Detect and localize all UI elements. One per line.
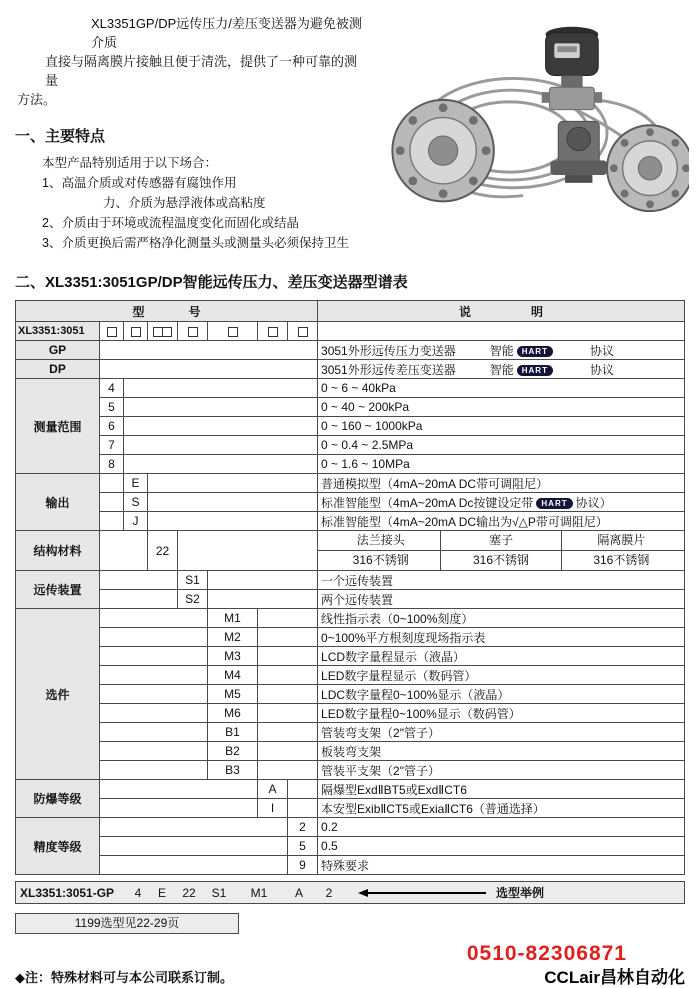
spacer-cell <box>258 647 318 666</box>
feature-item: 2、介质由于环境或流程温度变化而固化或结晶 <box>42 216 299 230</box>
accuracy-desc-cell: 0.5 <box>318 837 685 856</box>
output-code-cell: J <box>124 512 148 531</box>
material-value: 316不锈钢 <box>440 551 560 570</box>
spacer-cell <box>178 531 318 571</box>
option-code-cell: M4 <box>208 666 258 685</box>
range-desc-cell: 0 ~ 1.6 ~ 10MPa <box>318 455 685 474</box>
dp-desc-cell <box>318 360 685 379</box>
material-code-cell: 22 <box>148 531 178 571</box>
example-model: XL3351:3051-GP <box>20 885 115 900</box>
spacer-cell <box>148 512 318 531</box>
output-group-label: 输出 <box>16 474 100 531</box>
dp-smart: 智能 HART <box>490 361 556 378</box>
example-code: E <box>157 885 166 900</box>
hart-badge: HART <box>517 346 553 357</box>
spacer-cell <box>124 417 318 436</box>
example-code: M1 <box>250 885 268 900</box>
spacer-cell <box>258 723 318 742</box>
code-box <box>188 327 198 337</box>
code-box-cell <box>148 322 178 341</box>
example-label: 选型举例 <box>496 886 545 900</box>
code-box <box>228 327 238 337</box>
code-box <box>298 327 308 337</box>
spacer-cell <box>100 628 208 647</box>
output-code-cell: E <box>124 474 148 493</box>
spacer-cell <box>148 474 318 493</box>
option-code-cell: M3 <box>208 647 258 666</box>
spacer-cell <box>318 322 685 341</box>
example-code: 22 <box>182 885 196 900</box>
spacer-cell <box>100 474 124 493</box>
remote-seal-right <box>607 125 689 211</box>
option-code-cell: M6 <box>208 704 258 723</box>
code-box <box>162 327 172 337</box>
spacer-cell <box>100 685 208 704</box>
features-title: 一、主要特点 <box>15 128 106 145</box>
arrow-line <box>368 892 486 894</box>
brand-name: CCLair昌林自动化 <box>544 968 685 987</box>
base-model-cell: XL3351:3051 <box>16 322 100 341</box>
spacer-cell <box>100 531 148 571</box>
spacer-cell <box>100 609 208 628</box>
spacer-cell <box>124 398 318 417</box>
material-header: 塞子 <box>440 531 560 550</box>
spacer-cell <box>100 512 124 531</box>
spacer-cell <box>100 647 208 666</box>
footer-note: ◆注：特殊材料可与本公司联系订制。 <box>15 970 233 985</box>
code-box <box>268 327 278 337</box>
spacer-cell <box>100 493 124 512</box>
top-section <box>15 14 685 253</box>
option-desc-cell: LCD数字量程显示（液晶） <box>318 647 685 666</box>
output-desc-cell: 普通模拟型（4mA~20mA DC带可调阻尼） <box>318 474 685 493</box>
spacer-cell <box>124 455 318 474</box>
option-desc-cell: 线性指示表（0~100%刻度） <box>318 609 685 628</box>
material-value: 316不锈钢 <box>561 551 681 570</box>
product-photo-area <box>367 14 689 253</box>
feature-item: 3、介质更换后需严格净化测量头或测量头必须保持卫生 <box>42 236 349 250</box>
spacer-cell <box>258 704 318 723</box>
transmitter-body <box>550 121 607 182</box>
material-headers-cell <box>318 531 685 551</box>
option-code-cell: B3 <box>208 761 258 780</box>
accuracy-code-cell: 9 <box>288 856 318 875</box>
remote-code-cell: S2 <box>178 590 208 609</box>
spacer-cell <box>288 780 318 799</box>
spacer-cell <box>258 666 318 685</box>
range-code-cell: 6 <box>100 417 124 436</box>
range-code-cell: 8 <box>100 455 124 474</box>
material-header: 法兰接头 <box>356 533 405 547</box>
code-box-cell <box>208 322 258 341</box>
option-code-cell: M2 <box>208 628 258 647</box>
accuracy-desc-cell: 特殊要求 <box>318 856 685 875</box>
option-desc-cell: 管装弯支架（2"管子） <box>318 723 685 742</box>
intro-line: 方法。 <box>17 92 57 107</box>
accuracy-code-cell: 5 <box>288 837 318 856</box>
accuracy-group-label: 精度等级 <box>16 818 100 875</box>
features-lead: 本型产品特别适用于以下场合： <box>42 156 218 170</box>
range-desc-cell: 0 ~ 40 ~ 200kPa <box>318 398 685 417</box>
range-desc-cell: 0 ~ 0.4 ~ 2.5MPa <box>318 436 685 455</box>
example-code: S1 <box>211 885 227 900</box>
feature-item-continuation: 力、介质为悬浮液体或高粘度 <box>103 196 266 210</box>
code-box-cell <box>124 322 148 341</box>
spacer-cell <box>100 571 178 590</box>
explosion-desc-cell: 本安型ExibⅡCT5或ExiaⅡCT6（普通选择） <box>318 799 685 818</box>
option-desc-cell: 0~100%平方根刻度现场指示表 <box>318 628 685 647</box>
option-code-cell: B2 <box>208 742 258 761</box>
left-arrow-icon <box>358 889 486 897</box>
header-desc-char: 明 <box>531 304 544 319</box>
product-photo <box>367 14 689 219</box>
intro-and-features <box>15 14 367 253</box>
spacer-cell <box>100 742 208 761</box>
example-code: 2 <box>325 885 333 900</box>
option-desc-cell: 板装弯支架 <box>318 742 685 761</box>
range-code-cell: 4 <box>100 379 124 398</box>
selection-example-row <box>15 881 685 904</box>
code-box <box>131 327 141 337</box>
spacer-cell <box>208 571 318 590</box>
option-desc-cell: LED数字量程0~100%显示（数码管） <box>318 704 685 723</box>
intro-line: XL3351GP/DP远传压力/差压变送器为避免被测介质 <box>91 16 362 50</box>
material-values-cell <box>318 551 685 571</box>
spacer-cell <box>148 493 318 512</box>
gp-protocol: 协议 <box>589 343 614 358</box>
spacer-cell <box>258 742 318 761</box>
spacer-cell <box>100 837 288 856</box>
code-box-cell <box>258 322 288 341</box>
spectrum-section-title: 二、XL3351:3051GP/DP智能远传压力、差压变送器型谱表 <box>15 274 408 291</box>
material-value: 316不锈钢 <box>352 553 409 567</box>
model-spectrum-table <box>15 300 685 875</box>
spacer-cell <box>258 761 318 780</box>
spacer-cell <box>100 590 178 609</box>
spacer-cell <box>100 360 318 379</box>
spacer-cell <box>124 436 318 455</box>
explosion-code-cell: I <box>258 799 288 818</box>
material-group-label: 结构材料 <box>16 531 100 571</box>
gp-desc-text: 3051外形远传压力变送器 <box>321 343 456 358</box>
spacer-cell <box>100 799 258 818</box>
header-desc-char: 说 <box>459 304 472 319</box>
option-desc-cell: LDC数字量程0~100%显示（液晶） <box>318 685 685 704</box>
remote-desc-cell: 一个远传装置 <box>318 571 685 590</box>
range-code-cell: 7 <box>100 436 124 455</box>
spacer-cell <box>100 723 208 742</box>
gp-desc-cell <box>318 341 685 360</box>
spacer-cell <box>288 799 318 818</box>
output-desc-cell: 标准智能型（4mA~20mA Dc按键设定带 HART 协议） <box>318 493 685 512</box>
phone-number: 0510-82306871 <box>466 942 627 965</box>
spacer-cell <box>258 609 318 628</box>
gp-code-cell: GP <box>16 341 100 360</box>
range-code-cell: 5 <box>100 398 124 417</box>
explosion-code-cell: A <box>258 780 288 799</box>
page-reference-box: 1199选型见22-29页 <box>15 913 239 934</box>
spacer-cell <box>100 666 208 685</box>
hart-badge: HART <box>536 498 572 509</box>
intro-paragraph <box>15 14 367 109</box>
intro-line: 直接与隔离膜片接触且便于清洗，提供了一种可靠的测量 <box>45 54 358 88</box>
example-code: 4 <box>134 885 142 900</box>
spacer-cell <box>100 704 208 723</box>
spacer-cell <box>124 379 318 398</box>
dp-protocol: 协议 <box>589 362 614 377</box>
explosion-group-label: 防爆等级 <box>16 780 100 818</box>
accuracy-code-cell: 2 <box>288 818 318 837</box>
spacer-cell <box>258 628 318 647</box>
option-code-cell: B1 <box>208 723 258 742</box>
page-footer <box>15 942 685 988</box>
code-box-cell <box>100 322 124 341</box>
remote-desc-cell: 两个远传装置 <box>318 590 685 609</box>
option-desc-cell: 管装平支架（2"管子） <box>318 761 685 780</box>
dp-code-cell: DP <box>16 360 100 379</box>
header-model-char: 型 <box>132 304 145 319</box>
spacer-cell <box>100 818 288 837</box>
option-code-cell: M5 <box>208 685 258 704</box>
header-desc-cell <box>318 301 685 322</box>
range-group-label: 测量范围 <box>16 379 100 474</box>
example-code: A <box>294 885 303 900</box>
remote-group-label: 远传装置 <box>16 571 100 609</box>
header-model-char: 号 <box>188 304 201 319</box>
option-desc-cell: LED数字量程显示（数码管） <box>318 666 685 685</box>
spacer-cell <box>258 685 318 704</box>
remote-code-cell: S1 <box>178 571 208 590</box>
explosion-desc-cell: 隔爆型ExdⅡBT5或ExdⅡCT6 <box>318 780 685 799</box>
accuracy-desc-cell: 0.2 <box>318 818 685 837</box>
hart-badge: HART <box>517 365 553 376</box>
header-model-cell <box>16 301 318 322</box>
arrow-head <box>358 889 368 897</box>
options-group-label: 选件 <box>16 609 100 780</box>
option-code-cell: M1 <box>208 609 258 628</box>
transmitter-head <box>542 27 602 110</box>
spacer-cell <box>100 856 288 875</box>
code-box-cell <box>288 322 318 341</box>
spacer-cell <box>100 341 318 360</box>
footer-contact <box>467 942 685 988</box>
material-header: 隔离膜片 <box>561 531 681 550</box>
dp-desc-text: 3051外形远传差压变送器 <box>321 362 456 377</box>
gp-smart: 智能 HART <box>490 342 556 359</box>
output-desc-cell: 标准智能型（4mA~20mA DC输出为√△P带可调阻尼） <box>318 512 685 531</box>
range-desc-cell: 0 ~ 160 ~ 1000kPa <box>318 417 685 436</box>
remote-seal-left <box>392 100 493 201</box>
output-code-cell: S <box>124 493 148 512</box>
spacer-cell <box>100 761 208 780</box>
spacer-cell <box>208 590 318 609</box>
range-desc-cell: 0 ~ 6 ~ 40kPa <box>318 379 685 398</box>
feature-item: 1、高温介质或对传感器有腐蚀作用 <box>42 176 237 190</box>
code-box <box>107 327 117 337</box>
code-box-cell <box>178 322 208 341</box>
spacer-cell <box>100 780 258 799</box>
